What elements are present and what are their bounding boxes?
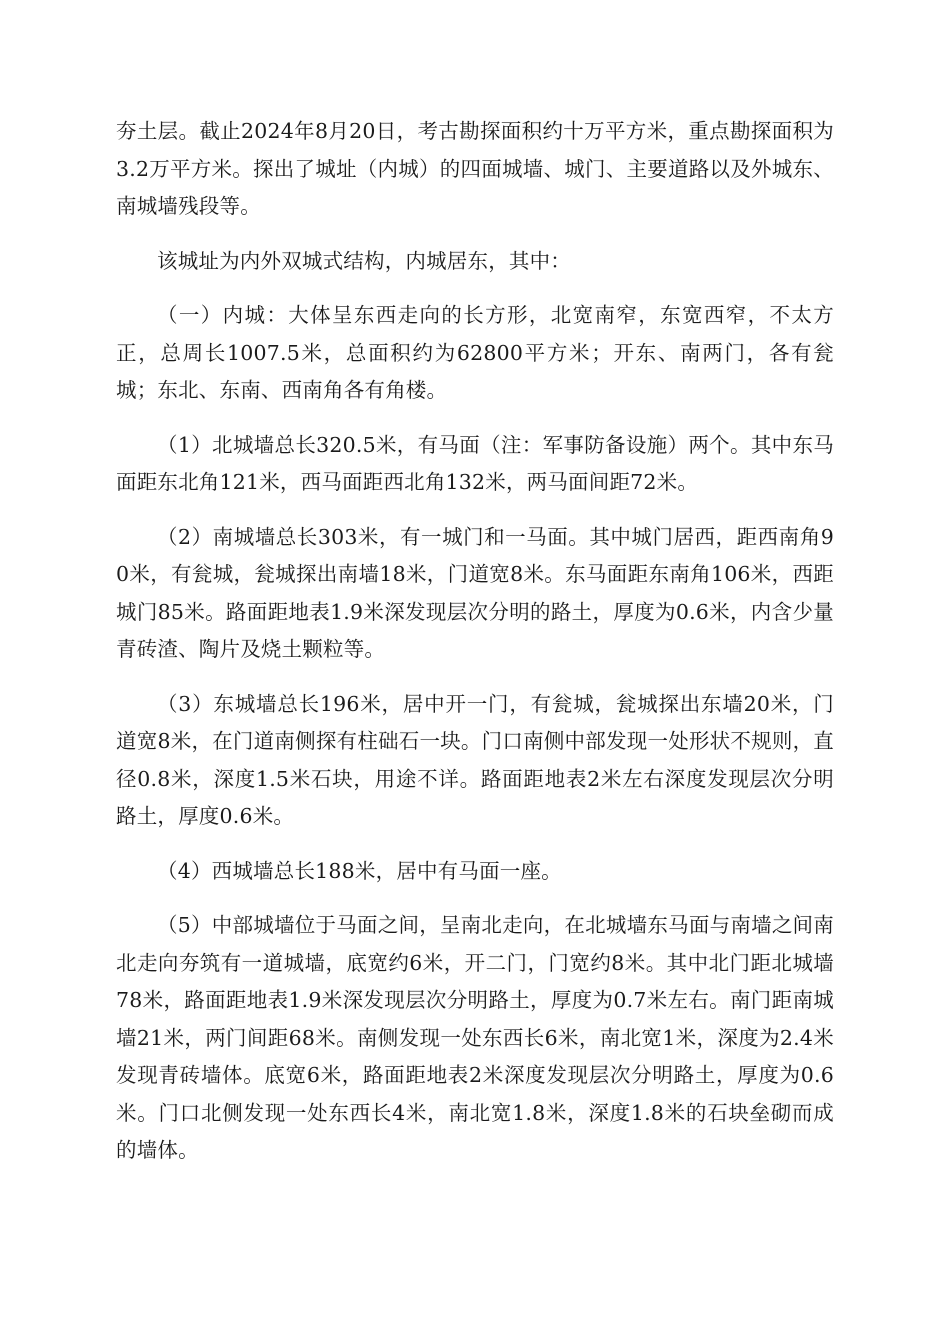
paragraph-east-wall: （3）东城墙总长196米，居中开一门，有瓮城，瓮城探出东墙20米，门道宽8米，在门道南侧探有柱础石一块。门口南侧中部发现一处形状不规则，直径0.8米，深度1.5米石块，用途不详。路面距地表2米左右深度发现层次分明路土，厚度0.6米。 — [116, 691, 834, 828]
paragraph-west-wall: （4）西城墙总长188米，居中有马面一座。 — [157, 858, 562, 883]
paragraph-south-wall: （2）南城墙总长303米，有一城门和一马面。其中城门居西，距西南角90米，有瓮城，瓮城探出南墙18米，门道宽8米。东马面距东南角106米，西距城门85米。路面距地表1.9米深发现层次分明的路土，厚度为0.6米，内含少量青砖渣、陶片及烧土颗粒等。 — [116, 524, 834, 661]
paragraph-structure-intro: 该城址为内外双城式结构，内城居东，其中： — [157, 248, 571, 273]
paragraph-north-wall: （1）北城墙总长320.5米，有马面（注：军事防备设施）两个。其中东马面距东北角121米，西马面距西北角132米，两马面间距72米。 — [116, 432, 834, 494]
paragraph-middle-wall: （5）中部城墙位于马面之间，呈南北走向，在北城墙东马面与南墙之间南北走向夯筑有一道城墙，底宽约6米，开二门，门宽约8米。其中北门距北城墙78米，路面距地表1.9米深发现层次分明路土，厚度为0.7米左右。南门距南城墙21米，两门间距68米。南侧发现一处东西长6米，南北宽1米，深度为2.4米发现青砖墙体。底宽6米，路面距地表2米深度发现层次分明路土，厚度为0.6米。门口北侧发现一处东西长4米，南北宽1.8米，深度1.8米的石块垒砌而成的墙体。 — [116, 913, 834, 1162]
paragraph-inner-city: （一）内城：大体呈东西走向的长方形，北宽南窄，东宽西窄，不太方正，总周长1007.5米，总面积约为62800平方米；开东、南两门，各有瓮城；东北、东南、西南角各有角楼。 — [116, 303, 834, 402]
document-body — [116, 113, 834, 1187]
paragraph-continuation: 夯土层。截止2024年8月20日，考古勘探面积约十万平方米，重点勘探面积为3.2万平方米。探出了城址（内城）的四面城墙、城门、主要道路以及外城东、南城墙残段等。 — [116, 119, 834, 218]
